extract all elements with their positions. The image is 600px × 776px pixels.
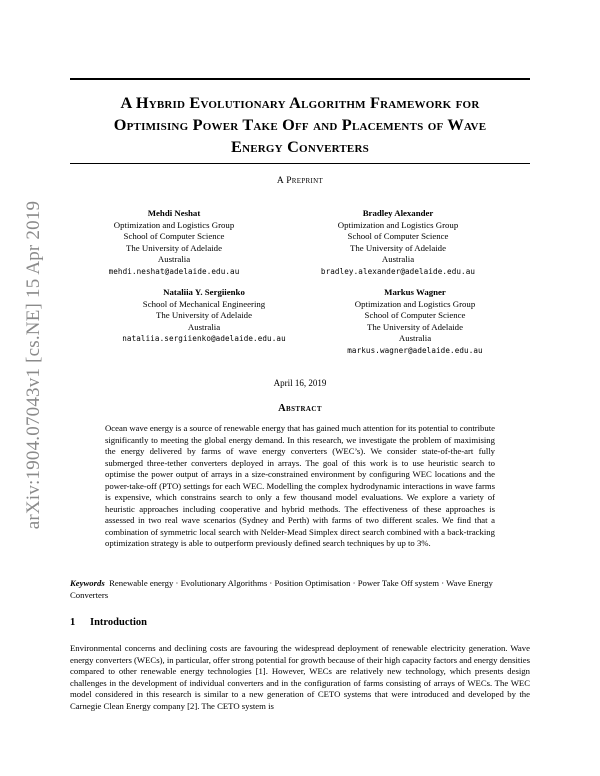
author-affiliation: The University of Adelaide xyxy=(366,321,463,332)
author-email[interactable]: nataliia.sergiienko@adelaide.edu.au xyxy=(122,334,286,344)
author-affiliation: Optimization and Logistics Group xyxy=(337,219,459,230)
author-affiliation: Australia xyxy=(381,254,415,265)
arxiv-identifier: arXiv:1904.07043v1 [cs.NE] 15 Apr 2019 xyxy=(23,200,44,530)
author-name: Mehdi Neshat xyxy=(147,208,201,218)
author-name: Markus Wagner xyxy=(384,287,446,297)
introduction-body: Environmental concerns and declining costs are favouring the widespread deployment of renewable electricity generation. Wave energy converters (WECs), in particular, offer strong potential for growth because of their high capacity factors and energy densities compared to other renewable energy technologies [1]. However, WECs are relatively new technology, which presents design challenges in the development of individual converters and in the configuration of farms consisting of arrays of WECs. The WEC model considered in this research is similar to a new generation of CETO systems that were introduced and developed by the Carnegie Clean Energy company [2]. The CETO system is xyxy=(70,643,530,711)
abstract-body: Ocean wave energy is a source of renewable energy that has gained much attention for its potential to contribute significantly to meeting the global energy demand. In this research, we investigate the problem of maximising the energy delivered by farms of wave energy converters (WEC’s). We consider state-of-the-art fully submerged three-tether converters deployed in arrays. The goal of this work is to use heuristic search to optimise the power output of arrays in a size-constrained environment by configuring WEC locations and the power-take-off (PTO) settings for each WEC. Modelling the complex hydrodynamic interactions in wave farms is expensive, which constrains search to only a few thousand model evaluations. We explore a variety of heuristic approaches including cooperative and hybrid methods. The effectiveness of these approaches is assessed in two real wave scenarios (Sydney and Perth) with farms of two different scales. We find that a combination of symmetric local search with Nelder-Mead Simplex direct search combined with a back-tracking optimization strategy is able to outperform previously defined search techniques by up to 3%. xyxy=(105,423,495,548)
section-number: 1 xyxy=(70,617,76,628)
author-block-wagner xyxy=(334,287,496,357)
keywords-label: Keywords xyxy=(70,578,105,588)
abstract-heading: Abstract xyxy=(278,403,322,414)
title-top-rule xyxy=(70,78,530,80)
title-line: Optimising Power Take Off and Placements of Wave xyxy=(113,115,487,134)
arxiv-identifier-sidebar xyxy=(23,190,45,540)
section-heading-introduction xyxy=(70,617,530,628)
author-email[interactable]: bradley.alexander@adelaide.edu.au xyxy=(320,266,476,276)
author-email[interactable]: markus.wagner@adelaide.edu.au xyxy=(347,345,483,355)
author-block-neshat xyxy=(106,208,242,278)
paper-title xyxy=(70,92,530,158)
author-block-alexander xyxy=(312,208,484,278)
author-affiliation: School of Computer Science xyxy=(364,310,466,321)
section-title: Introduction xyxy=(90,617,147,628)
title-line: A Hybrid Evolutionary Algorithm Framework for xyxy=(120,93,480,112)
author-affiliation: Optimization and Logistics Group xyxy=(354,298,476,309)
author-affiliation: The University of Adelaide xyxy=(155,310,252,321)
preprint-label: A Preprint xyxy=(276,176,324,186)
author-name: Nataliia Y. Sergiienko xyxy=(163,287,245,297)
author-affiliation: Australia xyxy=(398,333,432,344)
keywords-list: Renewable energy · Evolutionary Algorithms · Position Optimisation · Power Take Off system · Wave Energy Converters xyxy=(70,578,493,600)
author-affiliation: School of Computer Science xyxy=(123,231,225,242)
author-affiliation: The University of Adelaide xyxy=(125,242,222,253)
keywords xyxy=(70,578,530,601)
author-affiliation: The University of Adelaide xyxy=(349,242,446,253)
title-bottom-rule xyxy=(70,163,530,164)
author-name: Bradley Alexander xyxy=(362,208,434,218)
publication-date: April 16, 2019 xyxy=(273,378,327,388)
author-affiliation: School of Computer Science xyxy=(347,231,449,242)
author-affiliation: Optimization and Logistics Group xyxy=(113,219,235,230)
author-affiliation: School of Mechanical Engineering xyxy=(142,298,266,309)
author-affiliation: Australia xyxy=(157,254,191,265)
author-affiliation: Australia xyxy=(187,321,221,332)
author-block-sergiienko xyxy=(112,287,296,345)
author-email[interactable]: mehdi.neshat@adelaide.edu.au xyxy=(108,266,240,276)
title-line: Energy Converters xyxy=(231,137,369,156)
